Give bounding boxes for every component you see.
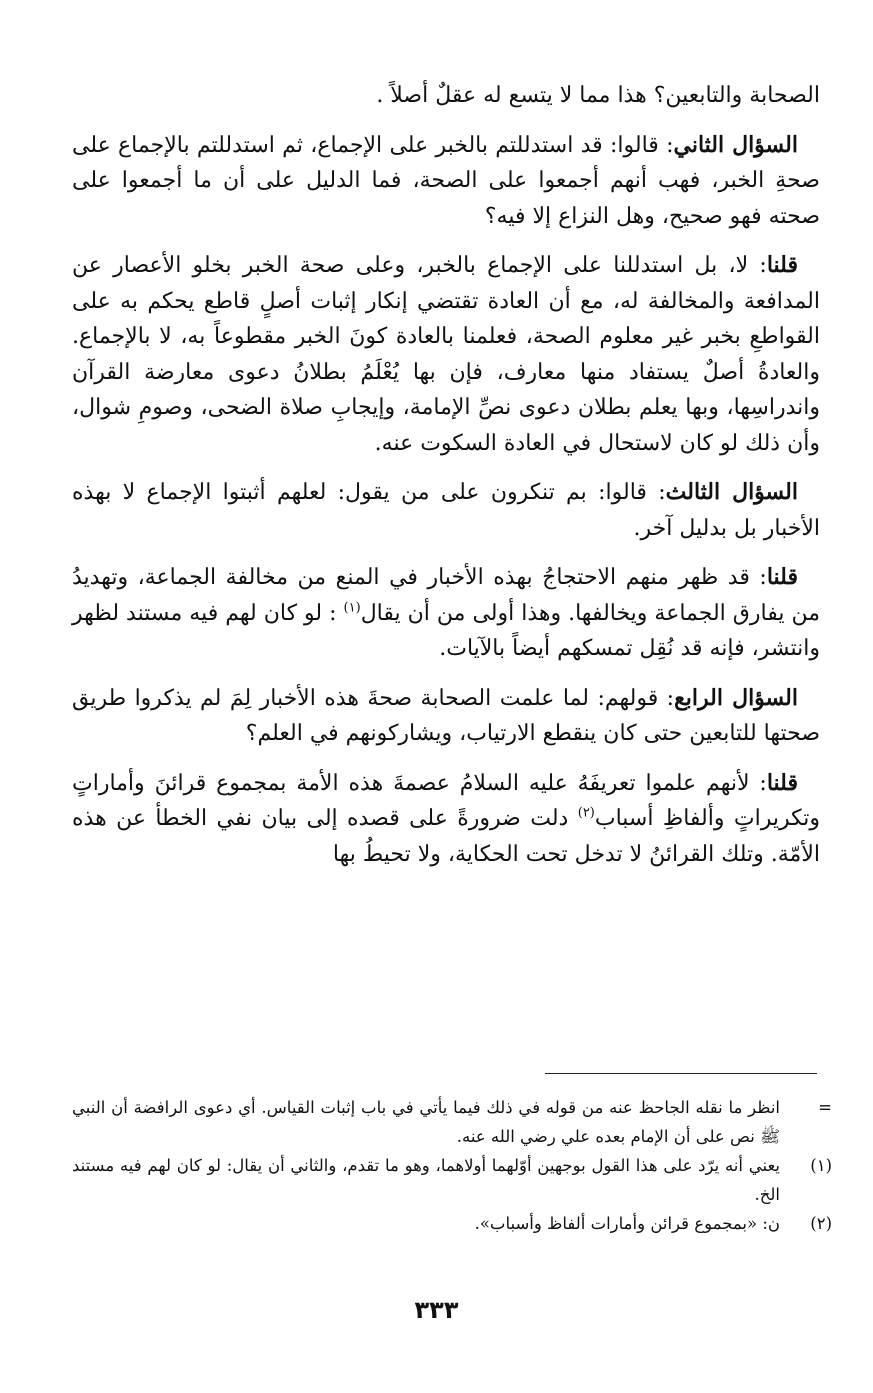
paragraph-lead: السؤال الثاني xyxy=(673,131,798,158)
paragraph-lead: السؤال الثالث xyxy=(665,479,798,505)
paragraph-text: الصحابة والتابعين؟ هذا مما لا يتسع له عقلٌ أصلاً . xyxy=(376,83,820,108)
paragraph-text: : قالوا: قد استدللتم بالخبر على الإجماع، ثم استدللتم بالإجماع على صحةِ الخبر، فهب أنهم أجمعوا على الصحة، فما الدليل على أن ما أجمعوا على صحته فهو صحيح، وهل النزاع إلا فيه؟ xyxy=(72,132,820,229)
footnote-ref-2[interactable]: (٢) xyxy=(577,805,595,821)
footnote-1 xyxy=(72,1151,832,1209)
paragraph-question-3 xyxy=(72,475,820,546)
paragraph-lead: قلنا xyxy=(766,564,798,590)
paragraph-text: : لو كان لهم فيه مستند لظهر وانتشر، فإنه قد نُقِل تمسكهم أيضاً بالآيات. xyxy=(72,600,820,661)
paragraph-answer-4 xyxy=(72,766,820,873)
paragraph-text: : قد ظهر منهم الاحتجاجُ بهذه الأخبار في المنع من مخالفة الجماعة، وتهديدُ من يفارق الجماعة ويخالفها. وهذا أولى من أن يقال xyxy=(72,565,820,626)
main-text xyxy=(72,78,820,886)
footnote-text: يعني أنه يرّد على هذا القول بوجهين أوّلهما أولاهما، وهو ما تقدم، والثاني أن يقال: لو كان لهم فيه مستند الخ. xyxy=(72,1156,780,1204)
footnote-continued xyxy=(72,1093,832,1151)
paragraph-text: : لأنهم علموا تعريفَهُ عليه السلامُ عصمةَ هذه الأمة بمجموع قرائنَ وأماراتٍ وتكريراتٍ وألفاظِ أسباب xyxy=(72,770,820,831)
paragraph-text: : قالوا: بم تنكرون على من يقول: لعلهم أثبتوا الإجماع لا بهذه الأخبار بل بدليل آخر. xyxy=(72,480,820,541)
paragraph-answer-3 xyxy=(72,560,820,667)
paragraph-answer-2 xyxy=(72,248,820,461)
page-number: ٣٣٣ xyxy=(414,1296,459,1324)
footnote-mark: = xyxy=(818,1098,832,1117)
footnote-mark: (٢) xyxy=(810,1214,832,1233)
paragraph-0 xyxy=(72,78,820,114)
paragraph-text: : قولهم: لما علمت الصحابة صحةَ هذه الأخبار لِمَ لم يذكروا طريق صحتها للتابعين حتى كان ينقطع الارتياب، ويشاركونهم في العلم؟ xyxy=(72,685,820,746)
paragraph-lead: قلنا xyxy=(766,252,798,278)
footnotes xyxy=(72,1093,832,1238)
paragraph-lead: السؤال الرابع xyxy=(674,684,798,711)
footnote-mark: (١) xyxy=(810,1156,832,1175)
footnote-2 xyxy=(72,1209,832,1238)
footnote-ref-1[interactable]: (١) xyxy=(343,600,361,616)
footnote-divider xyxy=(545,1073,817,1074)
paragraph-lead: قلنا xyxy=(766,769,798,796)
paragraph-question-2 xyxy=(72,128,820,235)
paragraph-question-4 xyxy=(72,681,820,752)
paragraph-text: دلت ضرورةً على قصده إلى بيان نفي الخطأ عن هذه الأمّة. وتلك القرائنُ لا تدخل تحت الحكاية، ولا تحيطُ بها xyxy=(72,806,820,867)
paragraph-text: : لا، بل استدللنا على الإجماع بالخبر، وعلى صحة الخبر بخلو الأعصار عن المدافعة والمخالفة له، مع أن العادة تقتضي إنكار إثبات أصلٍ قاطع يحكم به على القواطعِ بخبر غير معلوم الصحة، فعلمنا بالعادة كونَ الخبر مقطوعاً به، لا بالإجماع. والعادةُ أصلٌ يستفاد منها معارف، فإن بها يُعْلَمُ بطلانُ دعوى معارضة القرآن واندراسِها، وبها يعلم بطلان دعوى نصِّ الإمامة، وإيجابِ صلاة الضحى، وصومِ شوال، وأن ذلك لو كان لاستحال في العادة السكوت عنه. xyxy=(72,253,820,456)
footnote-text: انظر ما نقله الجاحظ عنه من قوله في ذلك فيما يأتي في باب إثبات القياس. أي دعوى الرافضة أن النبي ﷺ نص على أن الإمام بعده علي رضي الله عنه. xyxy=(72,1098,780,1146)
footnote-text: ن: «بمجموع قرائن وأمارات ألفاظ وأسباب». xyxy=(474,1214,780,1233)
